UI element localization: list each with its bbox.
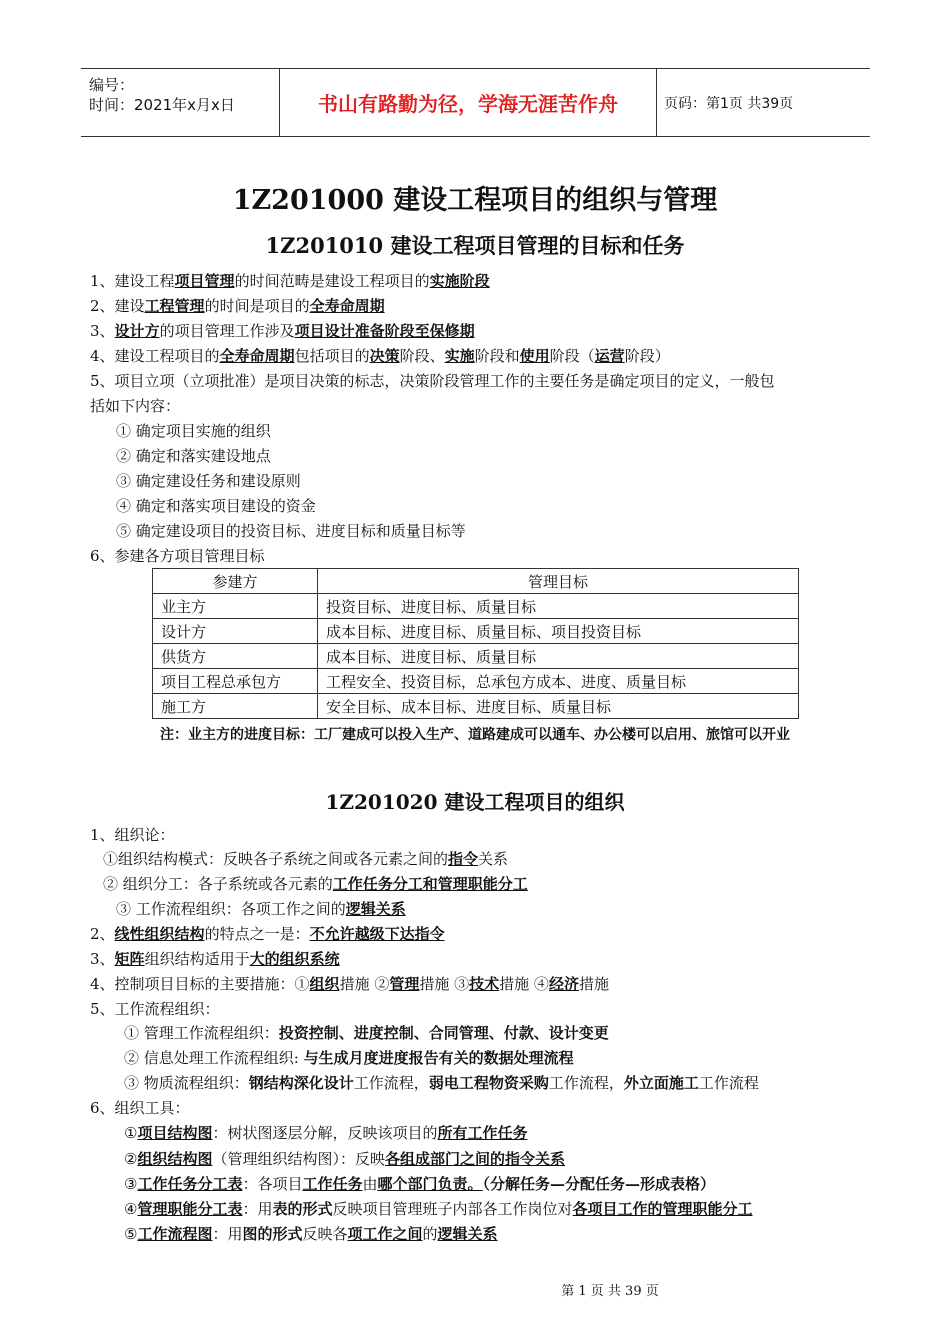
text-run: 6、组织工具：	[90, 1099, 190, 1117]
table-cell: 安全目标、成本目标、进度目标、质量目标	[318, 694, 799, 719]
text-run: ③ 工作流程组织：各项工作之间的	[116, 900, 346, 918]
underlined-term: 项工作之间	[347, 1225, 423, 1243]
table-cell: 成本目标、进度目标、质量目标	[318, 644, 799, 669]
page-header	[81, 68, 870, 137]
table-row	[153, 594, 799, 619]
text-run: ：用	[212, 1225, 243, 1243]
header-meta	[81, 69, 280, 136]
text-line	[124, 1072, 759, 1094]
goals-table	[152, 568, 799, 719]
text-run: ：树状图逐层分解，反映该项目的	[212, 1124, 438, 1142]
text-line	[90, 948, 340, 970]
text-run: ② 确定和落实建设地点	[116, 447, 271, 465]
text-line	[90, 973, 609, 995]
bold-term: 弱电工程物资采购	[428, 1074, 549, 1092]
underlined-term: 决策	[369, 347, 400, 365]
text-line	[90, 345, 670, 367]
text-run: ①	[124, 1124, 138, 1142]
text-run: ③	[124, 1175, 138, 1193]
text-line	[116, 520, 466, 542]
text-run: 措施 ②	[339, 975, 390, 993]
table-header-cell: 管理目标	[318, 569, 799, 594]
page-number: 第 1 页 共 39 页	[561, 1284, 659, 1299]
text-line	[124, 1122, 528, 1144]
underlined-term: 管理职能分工表	[137, 1200, 243, 1218]
bold-term: 图的形式	[242, 1225, 303, 1243]
underlined-term: 项目管理	[174, 272, 235, 290]
text-run: 2、建设	[90, 297, 145, 315]
underlined-term: 组织结构图	[137, 1150, 213, 1168]
header-motto: 书山有路勤为径，学海无涯苦作舟	[318, 92, 618, 116]
text-line	[116, 445, 271, 467]
text-run: 由	[362, 1175, 378, 1193]
text-line	[116, 420, 271, 442]
page-footer	[0, 1280, 950, 1299]
underlined-term: 项目设计准备阶段至保修期	[294, 322, 475, 340]
bold-term: （分解任务—分配任务—形成表格）	[482, 1175, 716, 1193]
text-line	[116, 470, 301, 492]
underlined-term: 指令	[448, 850, 479, 868]
section1-heading: 1Z201010 建设工程项目管理的目标和任务	[265, 233, 685, 258]
underlined-term: 项目结构图	[137, 1124, 213, 1142]
text-line	[103, 848, 508, 870]
text-run: 工作流程，	[548, 1074, 624, 1092]
text-line	[124, 1148, 565, 1170]
text-line	[124, 1173, 715, 1195]
header-page-info: 页码：第1页 共39页	[664, 95, 794, 112]
text-run: ① 确定项目实施的组织	[116, 422, 271, 440]
text-run: ④ 确定和落实项目建设的资金	[116, 497, 316, 515]
underlined-term: 工作任务分工和管理职能分工	[332, 875, 528, 893]
text-run: 的时间是项目的	[204, 297, 310, 315]
text-run: 的特点之一是：	[204, 925, 310, 943]
table-row	[153, 669, 799, 694]
text-run: ③ 物质流程组织：	[124, 1074, 249, 1092]
text-run: ④	[124, 1200, 138, 1218]
text-line	[116, 898, 406, 920]
text-run: 措施 ③	[419, 975, 470, 993]
underlined-term: 组织	[309, 975, 340, 993]
text-run: 6、参建各方项目管理目标	[90, 547, 265, 565]
underlined-term: 使用	[519, 347, 550, 365]
underlined-term: 全寿命周期	[309, 297, 385, 315]
text-line	[90, 923, 445, 945]
text-run: 反映各	[302, 1225, 348, 1243]
text-line	[90, 270, 490, 292]
underlined-term: 所有工作任务	[437, 1124, 528, 1142]
underlined-term: 实施阶段	[429, 272, 490, 290]
text-run: ⑤	[124, 1225, 138, 1243]
underlined-term: 运营	[594, 347, 625, 365]
text-run: 工作流程，	[353, 1074, 429, 1092]
text-line	[90, 545, 265, 567]
underlined-term: 各组成部门之间的指令关系	[384, 1150, 565, 1168]
document-title: 1Z201000 建设工程项目的组织与管理	[232, 185, 718, 216]
underlined-term: 哪个部门负责。	[377, 1175, 483, 1193]
text-line	[90, 824, 175, 846]
text-run: 工作流程	[698, 1074, 759, 1092]
text-run: ① 管理工作流程组织：	[124, 1024, 279, 1042]
text-run: （管理组织结构图）：反映	[212, 1150, 385, 1168]
table-row	[153, 694, 799, 719]
underlined-term: 各项目工作的管理职能分工	[572, 1200, 753, 1218]
underlined-term: 不允许越级下达指令	[309, 925, 445, 943]
text-line	[90, 395, 180, 417]
text-run: 的项目管理工作涉及	[159, 322, 295, 340]
text-line	[90, 1097, 190, 1119]
table-row	[153, 644, 799, 669]
bold-term: 钢结构深化设计	[248, 1074, 354, 1092]
text-run: ①组织结构模式：反映各子系统之间或各元素之间的	[103, 850, 449, 868]
text-run: 的	[422, 1225, 438, 1243]
table-cell: 施工方	[153, 694, 318, 719]
text-run: 阶段和	[474, 347, 520, 365]
text-line	[116, 495, 316, 517]
text-run: ⑤ 确定建设项目的投资目标、进度目标和质量目标等	[116, 522, 466, 540]
text-run: ③ 确定建设任务和建设原则	[116, 472, 301, 490]
text-line	[103, 873, 528, 895]
table-cell: 投资目标、进度目标、质量目标	[318, 594, 799, 619]
underlined-term: 大的组织系统	[249, 950, 340, 968]
text-run: 1、建设工程	[90, 272, 175, 290]
bold-term: 与生成月度进度报告有关的数据处理流程	[303, 1049, 574, 1067]
text-run: 阶段（	[549, 347, 595, 365]
underlined-term: 全寿命周期	[219, 347, 295, 365]
text-run: 措施 ④	[499, 975, 549, 993]
underlined-term: 工程管理	[144, 297, 205, 315]
underlined-term: 技术	[469, 975, 500, 993]
text-line	[124, 1047, 574, 1069]
text-line	[90, 320, 475, 342]
underlined-term: 工作流程图	[137, 1225, 213, 1243]
text-run: 措施	[578, 975, 609, 993]
number-label: 编号：	[89, 76, 135, 94]
text-run: 3、	[90, 950, 115, 968]
text-run: ② 组织分工：各子系统或各元素的	[103, 875, 333, 893]
text-line	[124, 1022, 609, 1044]
table-header-cell: 参建方	[153, 569, 318, 594]
text-run: ：用	[242, 1200, 273, 1218]
bold-term: 表的形式	[272, 1200, 333, 1218]
table-row	[153, 619, 799, 644]
text-run: 5、项目立项（立项批准）是项目决策的标志，决策阶段管理工作的主要任务是确定项目的定义，一般包	[90, 372, 775, 390]
table-cell: 项目工程总承包方	[153, 669, 318, 694]
underlined-term: 线性组织结构	[114, 925, 205, 943]
section2-heading: 1Z201020 建设工程项目的组织	[325, 790, 625, 814]
text-run: 1、组织论：	[90, 826, 175, 844]
text-run: 5、工作流程组织：	[90, 1000, 220, 1018]
underlined-term: 工作任务	[302, 1175, 363, 1193]
text-line	[124, 1198, 753, 1220]
text-run: ②	[124, 1150, 138, 1168]
owner-schedule-note: 注：业主方的进度目标：工厂建成可以投入生产、道路建成可以通车、办公楼可以启用、旅馆可以开业	[160, 727, 790, 743]
text-line	[90, 295, 385, 317]
table-header-row	[153, 569, 799, 594]
text-run: 的时间范畴是建设工程项目的	[234, 272, 430, 290]
underlined-term: 实施	[444, 347, 475, 365]
text-run: 3、	[90, 322, 115, 340]
text-run: ：各项目	[242, 1175, 303, 1193]
text-line	[90, 370, 775, 392]
table-cell: 设计方	[153, 619, 318, 644]
text-run: 反映项目管理班子内部各工作岗位对	[332, 1200, 573, 1218]
underlined-term: 逻辑关系	[345, 900, 406, 918]
table-cell: 业主方	[153, 594, 318, 619]
bold-term: 外立面施工	[623, 1074, 699, 1092]
text-run: 4、建设工程项目的	[90, 347, 220, 365]
text-run: 关系	[478, 850, 509, 868]
text-line	[90, 998, 220, 1020]
text-run: 阶段）	[624, 347, 670, 365]
underlined-term: 管理	[389, 975, 420, 993]
underlined-term: 设计方	[114, 322, 160, 340]
underlined-term: 工作任务分工表	[137, 1175, 243, 1193]
underlined-term: 逻辑关系	[437, 1225, 498, 1243]
text-run: 4、控制项目目标的主要措施：①	[90, 975, 310, 993]
text-run: 括如下内容：	[90, 397, 181, 415]
bold-term: 投资控制、进度控制、合同管理、付款、设计变更	[278, 1024, 609, 1042]
text-run: ② 信息处理工作流程组织:	[124, 1049, 304, 1067]
table-cell: 成本目标、进度目标、质量目标、项目投资目标	[318, 619, 799, 644]
underlined-term: 矩阵	[114, 950, 145, 968]
text-run: 阶段、	[399, 347, 445, 365]
text-line	[124, 1223, 498, 1245]
text-run: 组织结构适用于	[144, 950, 250, 968]
text-run: 2、	[90, 925, 115, 943]
text-run: 包括项目的	[294, 347, 370, 365]
header-motto-cell	[280, 69, 657, 136]
time-label: 时间：2021年x月x日	[89, 96, 235, 114]
underlined-term: 经济	[548, 975, 579, 993]
table-cell: 工程安全、投资目标，总承包方成本、进度、质量目标	[318, 669, 799, 694]
table-cell: 供货方	[153, 644, 318, 669]
